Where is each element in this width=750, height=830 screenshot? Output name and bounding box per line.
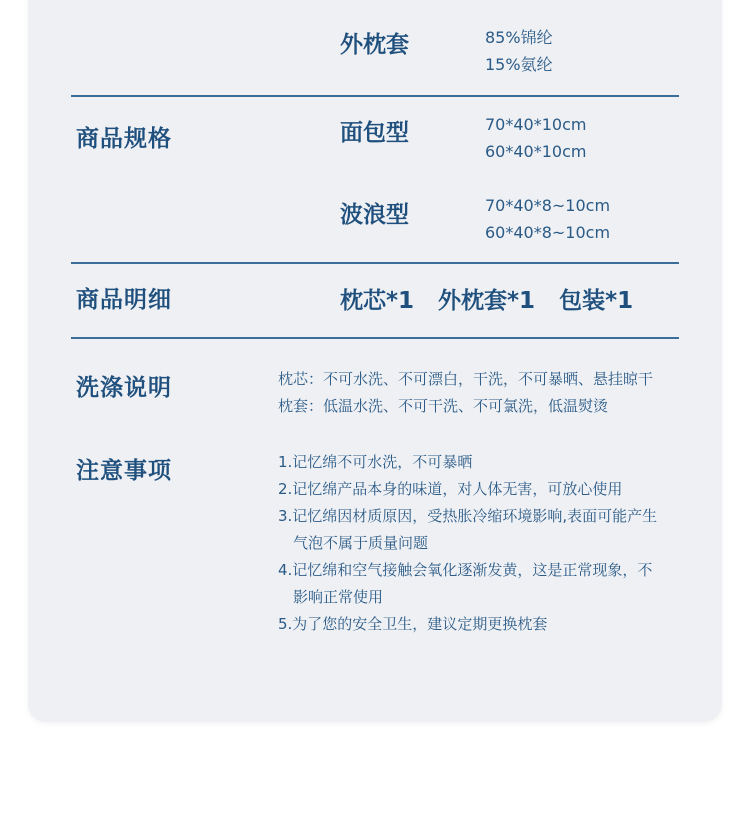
- bread-size: 70*40*10cm: [485, 115, 587, 134]
- detail-items: [340, 282, 657, 315]
- spec-title: 商品规格: [76, 126, 172, 152]
- note-item: 5.为了您的安全卫生，建议定期更换枕套: [278, 615, 548, 633]
- note-item-continued: 气泡不属于质量问题: [293, 534, 429, 552]
- wash-title: 洗涤说明: [76, 375, 172, 401]
- divider: [71, 337, 679, 339]
- note-item: 2.记忆绵产品本身的味道，对人体无害，可放心使用: [278, 480, 623, 498]
- notes-title: 注意事项: [76, 458, 172, 484]
- notes-list: [278, 449, 657, 638]
- detail-title: 商品明细: [76, 287, 172, 313]
- outer-cover-label: 外枕套: [340, 32, 409, 58]
- wash-lines: [278, 366, 653, 420]
- detail-item: 枕芯*1: [340, 288, 415, 314]
- outer-cover-values: [485, 24, 553, 78]
- note-item-continued: 影响正常使用: [293, 588, 384, 606]
- wave-size: 70*40*8~10cm: [485, 196, 611, 215]
- bread-type-label: 面包型: [340, 120, 409, 146]
- wash-line: 枕芯：不可水洗、不可漂白，干洗，不可暴晒、悬挂晾干: [278, 370, 654, 388]
- wave-size: 60*40*8~10cm: [485, 223, 611, 242]
- bread-type-values: [485, 111, 586, 165]
- wave-type-values: [485, 192, 610, 246]
- outer-cover-value: 15%氨纶: [485, 55, 553, 74]
- note-item: 3.记忆绵因材质原因，受热胀冷缩环境影响,表面可能产生: [278, 507, 658, 525]
- detail-item: 外枕套*1: [438, 288, 536, 314]
- note-item: 1.记忆绵不可水洗，不可暴晒: [278, 453, 473, 471]
- wash-line: 枕套：低温水洗、不可干洗、不可氯洗，低温熨烫: [278, 397, 609, 415]
- divider: [71, 262, 679, 264]
- note-item: 4.记忆绵和空气接触会氧化逐渐发黄，这是正常现象，不: [278, 561, 653, 579]
- bread-size: 60*40*10cm: [485, 142, 587, 161]
- outer-cover-value: 85%锦纶: [485, 28, 553, 47]
- wave-type-label: 波浪型: [340, 202, 409, 228]
- detail-item: 包装*1: [559, 288, 634, 314]
- divider: [71, 95, 679, 97]
